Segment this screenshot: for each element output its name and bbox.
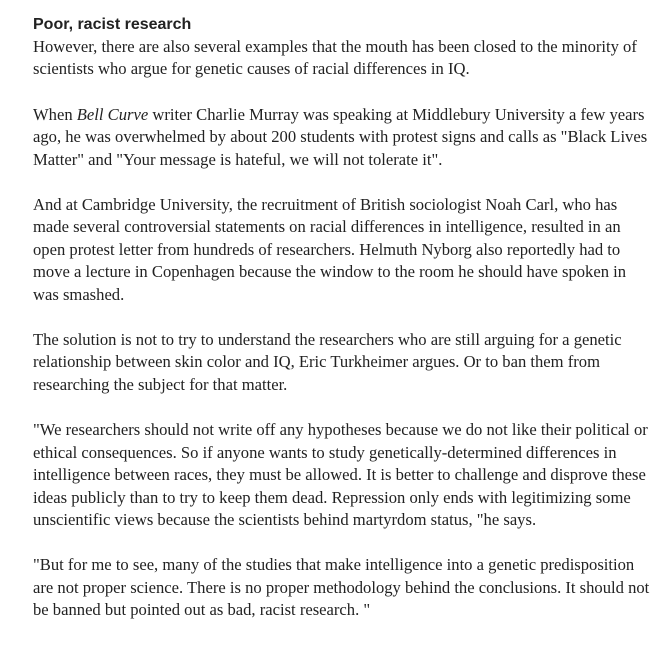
paragraph-text: When	[33, 104, 77, 124]
book-title: Bell Curve	[76, 104, 149, 124]
paragraph-cambridge: And at Cambridge University, the recruitment of British sociologist Noah Carl, who has made several controversial statements on racial differences in intelligence, resulted in an open protest letter from hundreds of researchers. Helmuth Nyborg also reportedly had to move a lecture in Copenhagen because the window to the room he should have spoken in was smashed.	[33, 195, 627, 304]
paragraph-solution: The solution is not to try to understand the researchers who are still arguing for a genetic relationship between skin color and IQ, Eric Turkheimer argues. Or to ban them from researching the subject for that matter.	[33, 330, 622, 394]
paragraph-quote-science: "But for me to see, many of the studies that make intelligence into a genetic predisposition are not proper science. There is no proper methodology behind the conclusions. It should not be banned but pointed out as bad, racist research. "	[33, 555, 650, 620]
section-heading: Poor, racist research	[33, 16, 192, 33]
paragraph-intro: However, there are also several examples that the mouth has been closed to the minority of scientists who argue for genetic causes of racial differences in IQ.	[33, 37, 637, 79]
paragraph-text: writer Charlie Murray was speaking at Middlebury University a few years ago, he was overwhelmed by about 200 students with protest signs and calls as "Black Lives Matter" and "Your message is hateful, we will not tolerate it".	[33, 104, 648, 169]
paragraph-bell-curve	[33, 104, 651, 171]
paragraph-quote-researchers: "We researchers should not write off any hypotheses because we do not like their political or ethical consequences. So if anyone wants to study genetically-determined differences in intelligence between races, they must be allowed. It is better to challenge and disprove these ideas publicly than to try to keep them dead. Repression only ends with legitimizing some unscientific views because the scientists behind martyrdom status, "he says.	[33, 420, 648, 529]
